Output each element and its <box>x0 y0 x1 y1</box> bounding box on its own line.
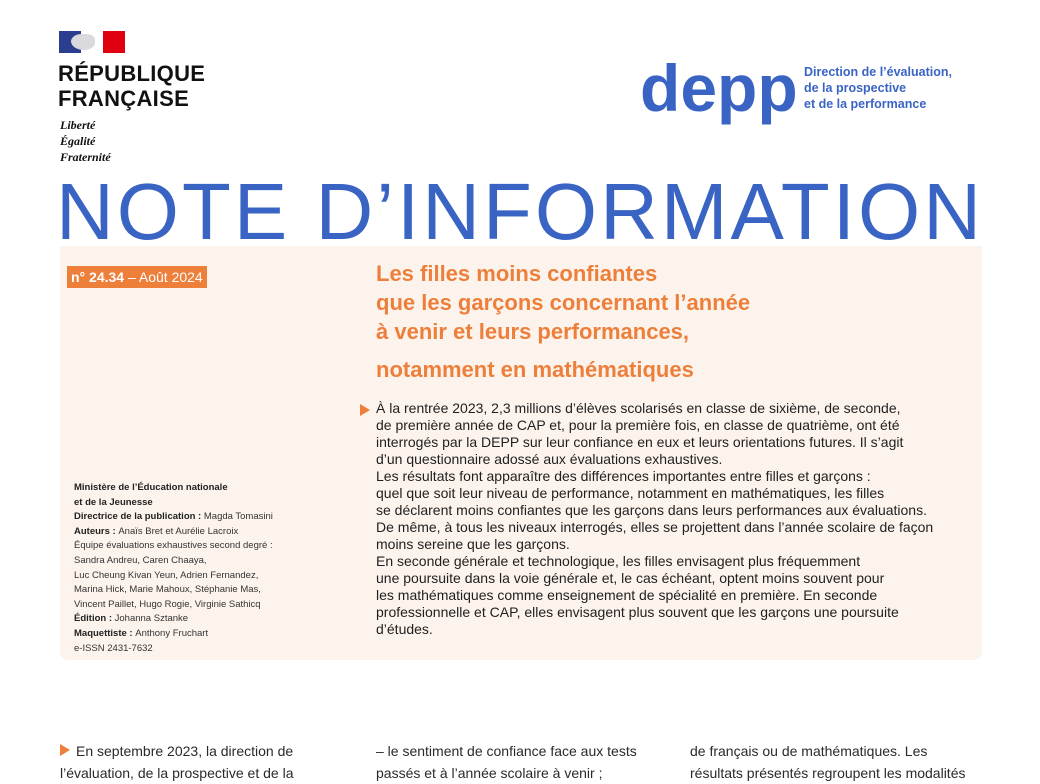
director-label: Directrice de la publication : <box>74 511 204 523</box>
team-label: Équipe évaluations exhaustives second degré : <box>74 540 273 552</box>
authors-names: Anaïs Bret et Aurélie Lacroix <box>118 525 239 537</box>
issue-badge <box>67 266 207 288</box>
abstract-line: les mathématiques comme enseignement de spécialité en première. En seconde <box>376 587 878 603</box>
body-line: passés et à l’année scolaire à venir ; <box>376 765 603 781</box>
edition-label: Édition : <box>74 613 115 625</box>
edition-name: Johanna Sztanke <box>114 613 189 625</box>
abstract-line: de première année de CAP et, pour la première fois, en classe de quatrième, ont été <box>376 417 900 433</box>
abstract-line: une poursuite dans la voie générale et, le cas échéant, optent moins souvent pour <box>376 570 885 586</box>
body-line: l’évaluation, de la prospective et de la <box>60 765 294 781</box>
issue-separator: – <box>124 269 139 285</box>
body-line: de français ou de mathématiques. Les <box>690 743 928 759</box>
abstract-line: moins sereine que les garçons. <box>376 536 570 552</box>
team-line: Marina Hick, Marie Mahoux, Stéphanie Mas, <box>74 584 261 596</box>
body-column-2 <box>376 740 666 784</box>
abstract-line: d’études. <box>376 621 433 637</box>
headline-line-2: que les garçons concernant l’année <box>376 290 751 315</box>
page-title: NOTE D’INFORMATION <box>56 172 985 246</box>
abstract-line: interrogés par la DEPP sur leur confiance en eux et leurs orientations futures. Il s’agit <box>376 434 904 450</box>
depp-logo: depp <box>640 51 798 125</box>
ministry-line-2: et de la Jeunesse <box>74 496 153 508</box>
body-column-1 <box>60 740 350 784</box>
motto-fraternite: Fraternité <box>60 150 111 164</box>
french-flag-logo <box>59 31 125 53</box>
issue-number: n° 24.34 <box>71 269 125 285</box>
team-line: Luc Cheung Kivan Yeun, Adrien Fernandez, <box>74 569 259 581</box>
headline-line-3: à venir et leurs performances, <box>376 319 690 344</box>
abstract-text <box>376 400 981 638</box>
abstract-line: quel que soit leur niveau de performance, notamment en mathématiques, les filles <box>376 485 885 501</box>
depp-subtitle-1: Direction de l’évaluation, <box>804 65 952 79</box>
abstract-line: De même, à tous les niveaux interrogés, elles se projettent dans l’année scolaire de façon <box>376 519 934 535</box>
bullet-arrow-icon <box>360 404 370 416</box>
headline-line-1: Les filles moins confiantes <box>376 261 658 286</box>
authors-label: Auteurs : <box>74 525 119 537</box>
depp-subtitle-3: et de la performance <box>804 97 927 111</box>
body-column-3 <box>690 740 980 784</box>
abstract-line: Les résultats font apparaître des différences importantes entre filles et garçons : <box>376 468 871 484</box>
ministry-line-1: Ministère de l’Éducation nationale <box>74 482 228 493</box>
team-line: Sandra Andreu, Caren Chaaya, <box>74 554 207 566</box>
body-line: résultats présentés regroupent les modalités <box>690 765 966 781</box>
team-line: Vincent Paillet, Hugo Rogie, Virginie Sathicq <box>74 598 261 610</box>
issue-date: Août 2024 <box>138 269 203 285</box>
credits-block <box>74 481 354 656</box>
motto-egalite: Égalité <box>60 134 96 148</box>
motto-liberte: Liberté <box>60 118 96 132</box>
director-name: Magda Tomasini <box>203 511 273 523</box>
abstract-line: se déclarent moins confiantes que les garçons dans leurs performances aux évaluations. <box>376 502 927 518</box>
abstract-line: En seconde générale et technologique, les filles envisagent plus fréquemment <box>376 553 861 569</box>
republique-line-1: RÉPUBLIQUE <box>58 61 206 86</box>
abstract-line: d’un questionnaire adossé aux évaluations exhaustives. <box>376 451 723 467</box>
abstract-line: À la rentrée 2023, 2,3 millions d’élèves scolarisés en classe de sixième, de seconde, <box>376 400 901 416</box>
layout-label: Maquettiste : <box>74 627 136 639</box>
layout-name: Anthony Fruchart <box>135 627 209 639</box>
abstract-line: professionnelle et CAP, elles envisagent plus souvent que les garçons une poursuite <box>376 604 899 620</box>
depp-subtitle-2: de la prospective <box>804 81 907 95</box>
body-line: – le sentiment de confiance face aux tests <box>376 743 637 759</box>
issn: e-ISSN 2431-7632 <box>74 642 153 654</box>
republique-line-2: FRANÇAISE <box>58 86 190 111</box>
body-line: En septembre 2023, la direction de <box>76 743 294 759</box>
headline-line-4: notamment en mathématiques <box>376 357 694 382</box>
